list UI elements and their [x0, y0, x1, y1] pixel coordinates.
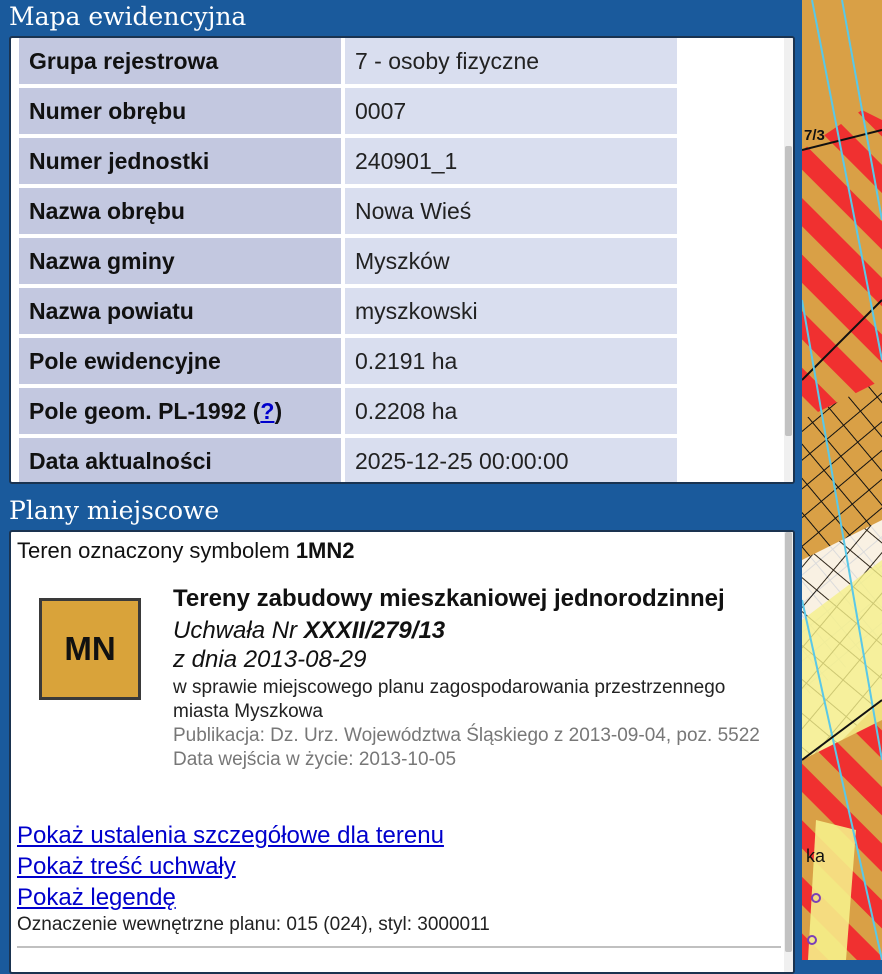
internal-designation: Oznaczenie wewnętrzne planu: 015 (024), styl: 3000011: [17, 914, 490, 935]
properties-table: [15, 36, 681, 484]
table-row: [19, 388, 677, 434]
map-canvas[interactable]: [802, 0, 882, 960]
table-row: [19, 88, 677, 134]
map-parcel-label: 7/3: [804, 127, 825, 144]
resolution-date: z dnia 2013-08-29: [173, 646, 367, 673]
registry-scrollbar-thumb[interactable]: [785, 146, 792, 436]
property-value: 240901_1: [345, 138, 677, 184]
property-label: Numer jednostki: [19, 138, 341, 184]
plan-details: [173, 582, 783, 772]
table-row: [19, 188, 677, 234]
property-label: Pole geom. PL-1992: [29, 397, 247, 424]
property-value: myszkowski: [345, 288, 677, 334]
property-label: Numer obrębu: [19, 88, 341, 134]
property-label: Nazwa gminy: [19, 238, 341, 284]
registry-scrollbar[interactable]: [784, 38, 793, 482]
property-label: Nazwa obrębu: [19, 188, 341, 234]
zone-title: Tereny zabudowy mieszkaniowej jednorodzinnej: [173, 585, 725, 612]
property-label: Pole ewidencyjne: [19, 338, 341, 384]
property-value: 0.2208 ha: [345, 388, 677, 434]
show-resolution-link[interactable]: Pokaż treść uchwały: [17, 853, 236, 880]
help-link[interactable]: ?: [260, 397, 275, 424]
resolution-description: w sprawie miejscowego planu zagospodarowania przestrzennego miasta Myszkowa: [173, 677, 726, 722]
plans-card: [9, 530, 795, 974]
resolution-number: [173, 616, 783, 645]
table-row: [19, 438, 677, 484]
property-value: 0.2191 ha: [345, 338, 677, 384]
property-label-with-help: Pole geom. PL-1992 (?): [19, 388, 341, 434]
table-row: [19, 288, 677, 334]
table-row: [19, 38, 677, 84]
plans-scrollbar[interactable]: [784, 532, 793, 972]
map-parcel-label: ka: [806, 846, 826, 866]
map-view[interactable]: [802, 0, 882, 960]
zone-symbol-badge: MN: [39, 598, 141, 700]
property-value: 7 - osoby fizyczne: [345, 38, 677, 84]
property-label: Grupa rejestrowa: [19, 38, 341, 84]
property-value: 0007: [345, 88, 677, 134]
property-label: Data aktualności: [19, 438, 341, 484]
show-legend-link[interactable]: Pokaż legendę: [17, 884, 176, 911]
property-value: 2025-12-25 00:00:00: [345, 438, 677, 484]
resolution-id: XXXII/279/13: [303, 617, 446, 644]
property-label: Nazwa powiatu: [19, 288, 341, 334]
plans-section-title: Plany miejscowe: [9, 496, 220, 525]
registry-card: [9, 36, 795, 484]
property-value: Nowa Wieś: [345, 188, 677, 234]
divider: [17, 946, 781, 948]
table-row: [19, 238, 677, 284]
registry-section-title: Mapa ewidencyjna: [9, 2, 247, 31]
plan-intro: [17, 538, 355, 564]
table-row: [19, 338, 677, 384]
plan-intro-text: Teren oznaczony symbolem: [17, 538, 290, 563]
plans-scrollbar-thumb[interactable]: [785, 532, 792, 952]
property-value: Myszków: [345, 238, 677, 284]
resolution-prefix: Uchwała Nr: [173, 617, 298, 644]
effective-date: Data wejścia w życie: 2013-10-05: [173, 749, 457, 770]
plan-links: [17, 820, 444, 913]
show-details-link[interactable]: Pokaż ustalenia szczegółowe dla terenu: [17, 822, 444, 849]
table-row: [19, 138, 677, 184]
publication-info: Publikacja: Dz. Urz. Województwa Śląskiego z 2013-09-04, poz. 5522: [173, 725, 760, 746]
plan-symbol: 1MN2: [295, 538, 355, 563]
